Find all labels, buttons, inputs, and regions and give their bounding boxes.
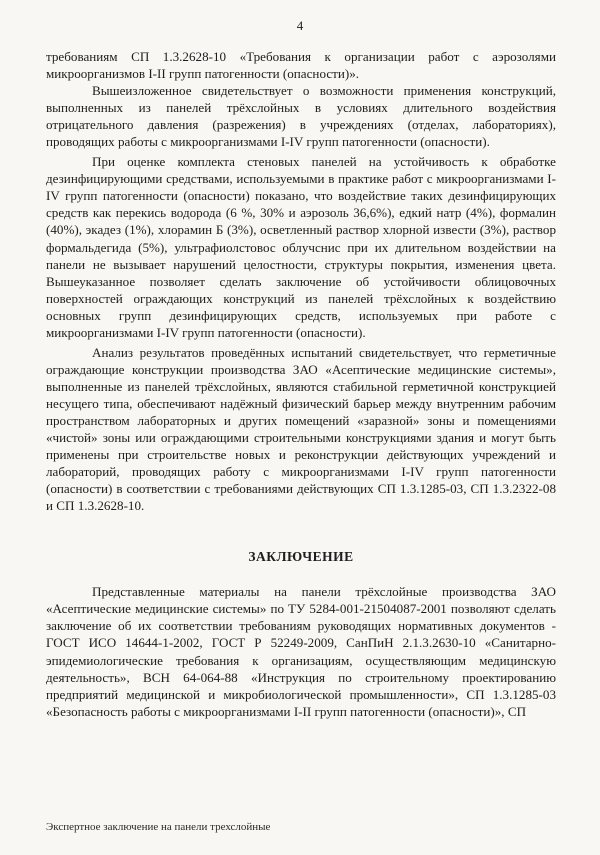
conclusion-paragraph: Представленные материалы на панели трёхслойные производства ЗАО «Асептические медицинские системы» по ТУ 5284-001-21504087-2001 позволяют сделать заключение об их соответствии требованиям руководящих нормативных документов - ГОСТ ИСО 14644-1-2002, ГОСТ Р 52249-2009, СанПиН 2.1.3.2630-10 «Санитарно-эпидемиологические требования к организациям, осуществляющим медицинскую деятельность», ВСН 64-064-88 «Инструкция по строительному проектированию предприятий медицинской и микробиологической промышленности», СП 1.3.1285-03 «Безопасность работы с микроорганизмами I-II групп патогенности (опасности)», СП (46, 584, 556, 719)
page-footer: Экспертное заключение на панели трехслойные (46, 821, 271, 833)
paragraph-2: Вышеизложенное свидетельствует о возможности применения конструкций, выполненных из панелей трёхслойных в условиях длительного воздействия отрицательного давления (разрежения) в учреждениях (отделах, лабораториях), проводящих работы с микроорганизмами I-IV групп патогенности (опасности). (46, 83, 556, 150)
paragraph-1: требованиям СП 1.3.2628-10 «Требования к организации работ с аэрозолями микроорганизмов I-II групп патогенности (опасности)». (46, 49, 556, 82)
page-number: 4 (296, 18, 304, 33)
paragraph-3: При оценке комплекта стеновых панелей на устойчивость к обработке дезинфицирующими средствами, используемыми в практике работ с микроорганизмами I-IV групп патогенности (опасности) показано, что воздействие таких дезинфицирующих средств как перекись водорода (6 %, 30% и аэрозоль 36,6%), едкий натр (4%), формалин (40%), экадез (1%), хлорамин Б (3%), осветленный раствор хлорной извести (3%), раствор формальдегида (5%), ультрафиолстовос облучснис при их длительном воздействии на панели не вызывает нарушений целостности, структуры покрытия, изменения цвета. Вышеуказанное позволяет сделать заключение об устойчивости облицовочных поверхностей ограждающих конструкций из панелей трёхслойных к воздействию основных групп дезинфицирующих средств, используемых при работе с микроорганизмами I-IV групп патогенности (опасности). (46, 154, 556, 340)
paragraph-4: Анализ результатов проведённых испытаний свидетельствует, что герметичные ограждающие конструкции производства ЗАО «Асептические медицинские системы», выполненные из панелей трёхслойных, являются стабильной герметичной конструкцией несущего типа, обеспечивают надёжный физический барьер между внутренним рабочим пространством лабораторных и других помещений «заразной» зоны и помещениями «чистой» зоны или ограждающими строительными конструкциями здания и могут быть применены при строительстве новых и реконструкции действующих учреждений и лабораторий, проводящих работу с микроорганизмами I-IV групп патогенности (опасности) в соответствии с требованиями действующих СП 1.3.1285-03, СП 1.3.2322-08 и СП 1.3.2628-10. (46, 344, 556, 514)
conclusion-heading: ЗАКЛЮЧЕНИЕ (248, 549, 354, 565)
document-body (46, 48, 556, 720)
